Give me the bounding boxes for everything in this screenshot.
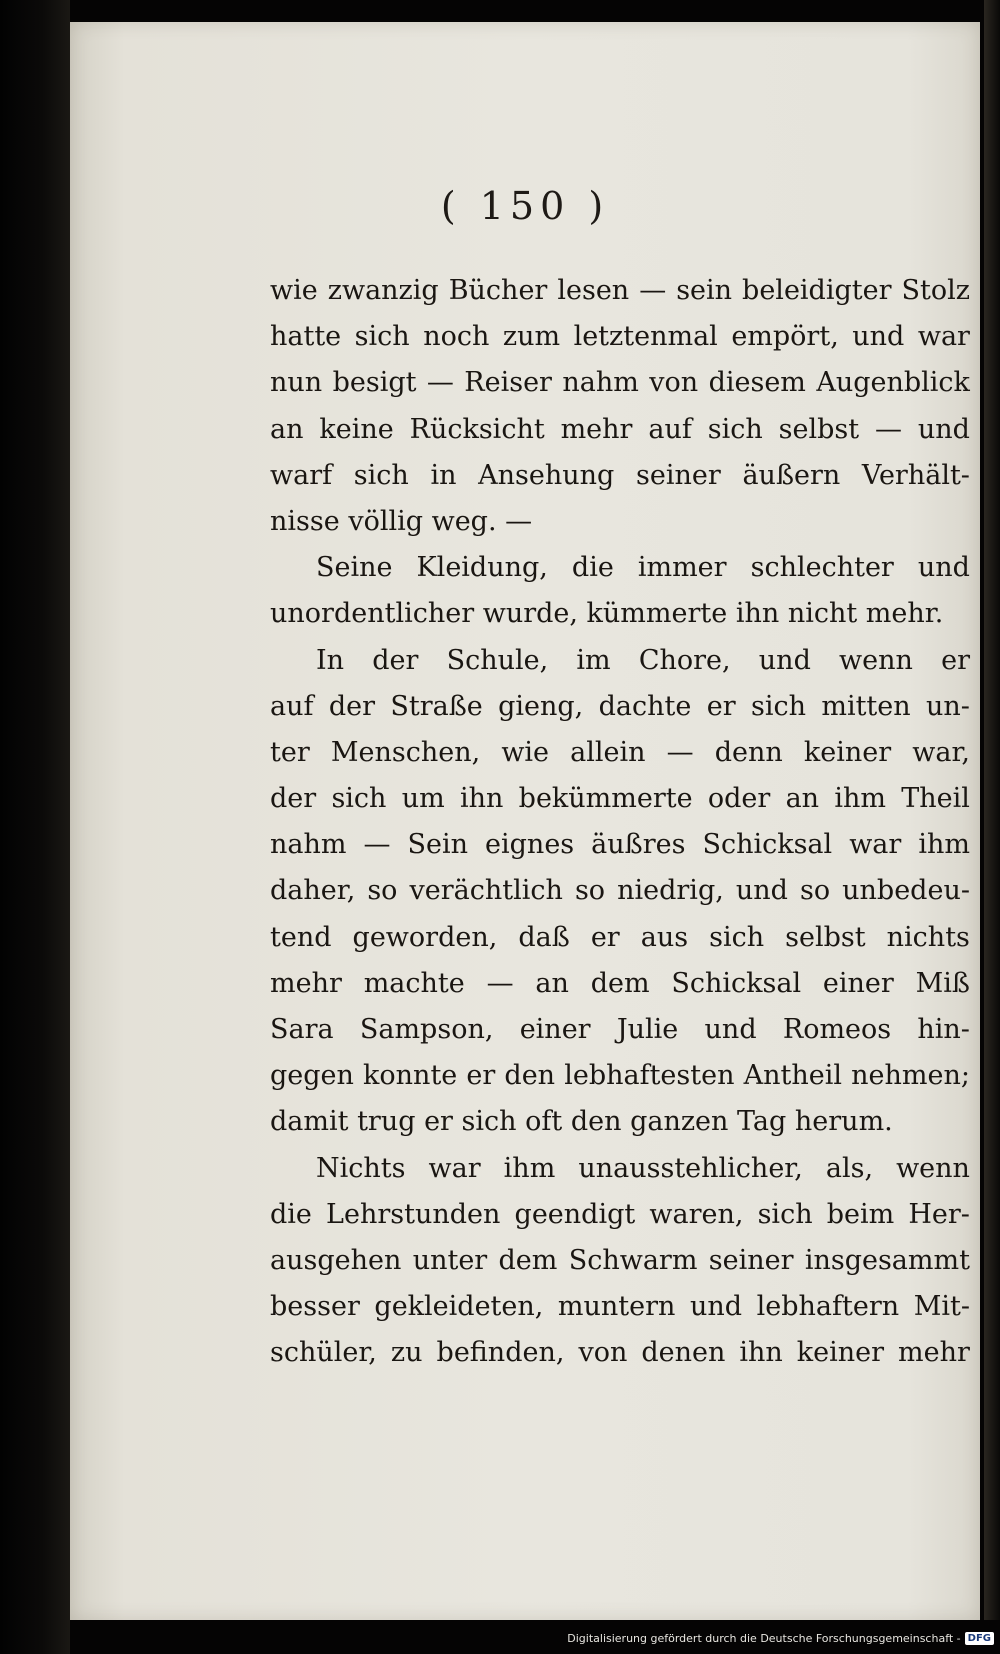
word: dem [498,1244,558,1276]
word: an [785,783,820,815]
word: und [852,321,905,353]
text-line [270,684,970,730]
word: und [917,552,970,584]
word: sich [757,1198,813,1230]
word: geworden, [352,921,498,953]
word: Chore, [638,644,731,676]
word: einer [822,967,894,999]
word: warf [270,459,333,491]
page-text [270,268,970,1377]
word: nisse [270,505,349,537]
word: hin- [917,1014,970,1045]
word: war [849,829,902,861]
word: letztenmal [573,321,718,353]
word: sich [707,413,763,445]
word: — [505,505,533,537]
word: und [758,644,811,676]
word: er [424,1106,462,1138]
word: ihm [918,829,970,861]
text-line [270,499,970,545]
word: ihn [739,1337,783,1369]
word: gegen [270,1060,354,1092]
word: Romeos [782,1014,892,1045]
word: Schicksal [702,829,833,861]
word: mehr [560,413,633,445]
word: ihm [834,783,886,815]
word: insgesammt [804,1244,970,1276]
word: geendigt [514,1198,636,1230]
word: unter [412,1244,488,1276]
word: äußern [742,459,841,491]
word: Mit- [913,1291,970,1323]
word: Schwarm [568,1244,698,1276]
book-page [70,22,980,1620]
word: in [430,459,457,491]
word: oft [525,1106,571,1138]
word: Her- [908,1198,970,1230]
word: und [690,1291,743,1323]
word: nicht [787,598,866,630]
word: zwanzig [327,275,439,306]
word: niedrig, [617,875,724,907]
word: wie [501,736,550,768]
word: Sampson, [359,1014,494,1045]
word: ter [270,736,310,768]
text-line [270,1238,970,1284]
word: immer [637,552,727,584]
word: denen [641,1337,726,1369]
word: herum. [794,1106,893,1138]
word: den [570,1106,631,1138]
word: Nichts [316,1152,406,1184]
word: der [270,783,317,815]
word: Schule, [446,644,549,676]
text-line [270,638,970,684]
text-line [270,1099,970,1145]
word: verächtlich [409,875,563,907]
text-line [270,360,970,406]
word: wurde, [482,598,587,630]
word: lesen [557,275,630,306]
word: war [917,321,970,353]
word: empört, [731,321,839,353]
word: wenn [896,1152,970,1184]
word: so [367,875,398,907]
word: von [649,367,699,399]
word: dem [590,967,650,999]
digitization-credit [567,1626,994,1650]
word: besser [270,1291,360,1323]
word: nichts [886,921,970,953]
word: un- [926,690,970,722]
page-number: ( 150 ) [440,184,610,228]
word: Stolz [901,275,970,306]
word: gekleideten, [374,1291,544,1323]
word: an [270,413,304,445]
word: nahm [562,367,639,399]
word: damit [270,1106,358,1138]
word: — [363,829,391,861]
text-line [270,268,970,314]
word: ausgehen [270,1244,402,1276]
word: Straße [390,690,483,722]
word: ihm [503,1152,556,1184]
book-binding-right [984,0,1000,1620]
word: ihn [735,598,788,630]
word: unbedeu- [842,875,970,907]
text-line [270,591,970,637]
word: im [576,644,611,676]
word: mehr. [865,598,944,630]
word: bekümmerte [518,783,693,815]
word: sich [709,921,765,953]
word: Theil [901,783,970,815]
word: Bücher [448,275,548,306]
text-line [270,1053,970,1099]
word: den [504,1060,556,1092]
word: lebhaftesten [564,1060,735,1092]
text-line [270,314,970,360]
word: seiner [708,1244,794,1276]
word: waren, [649,1198,744,1230]
word: zum [502,321,561,353]
text-line [270,776,970,822]
text-line [270,868,970,914]
word: dachte [598,690,692,722]
word: daß [518,921,570,953]
word: äußres [591,829,686,861]
word: Kleidung, [416,552,548,584]
word: mehr [898,1337,970,1369]
word: Rücksicht [409,413,545,445]
word: von [578,1337,628,1369]
text-line [270,1284,970,1330]
word: sich [353,459,409,491]
word: — [639,275,667,306]
word: besigt [332,367,417,399]
word: weg. [431,505,506,537]
word: und [917,413,970,445]
word: allein [570,736,646,768]
word: der [328,690,376,722]
word: auf [270,690,314,722]
word: schüler, [270,1337,377,1369]
word: Sein [407,829,469,861]
word: Lehrstunden [326,1198,501,1230]
word: Menschen, [330,736,481,768]
word: an [535,967,569,999]
word: ihn [459,783,504,815]
word: sich [331,783,387,815]
word: machte [363,967,465,999]
word: und [735,875,788,907]
text-line [270,1192,970,1238]
word: konnte [363,1060,458,1092]
text-line [270,961,970,1007]
word: auf [648,413,692,445]
book-binding-left [0,0,70,1654]
text-line [270,822,970,868]
word: beleidigter [742,275,892,306]
word: Antheil [743,1060,842,1092]
word: beim [826,1198,895,1230]
word: um [401,783,445,815]
word: wie [270,275,318,306]
word: die [571,552,614,584]
text-line [270,1007,970,1053]
word: Seine [316,552,393,584]
word: Sara [270,1014,334,1045]
text-line [270,1330,970,1376]
word: — [486,967,514,999]
word: — [666,736,694,768]
word: Schicksal [671,967,802,999]
word: Miß [915,967,970,999]
word: er [466,1060,496,1092]
word: war, [912,736,970,768]
word: — [875,413,902,445]
word: keiner [796,1337,885,1369]
word: wenn [839,644,913,676]
word: einer [519,1014,591,1045]
word: denn [714,736,783,768]
word: Reiser [464,367,552,399]
word: mitten [821,690,911,722]
word: so [574,875,606,907]
word: schlechter [750,552,894,584]
word: In [316,644,345,676]
text-line [270,1146,970,1192]
text-line [270,407,970,453]
word: war [428,1152,481,1184]
word: so [799,875,831,907]
word: daher, [270,875,356,907]
word: noch [423,321,490,353]
word: ganzen [630,1106,738,1138]
word: eignes [485,829,575,861]
word: nun [270,367,323,399]
word: selbst [778,413,860,445]
word: oder [707,783,771,815]
word: Augenblick [816,367,970,399]
word: nehmen; [851,1060,970,1092]
word: selbst [785,921,866,953]
credit-text: Digitalisierung gefördert durch die Deutsche Forschungsgemeinschaft - [567,1631,961,1645]
word: sich [354,321,410,353]
word: tend [270,921,332,953]
word: die [270,1198,312,1230]
word: der [372,644,419,676]
word: — [426,367,454,399]
word: unausstehlicher, [578,1152,803,1184]
word: nahm [270,829,347,861]
word: lebhaftern [756,1291,900,1323]
word: muntern [557,1291,676,1323]
word: hatte [270,321,342,353]
word: trug [357,1106,425,1138]
word: er [941,644,970,676]
word: er [706,690,736,722]
word: und [704,1014,757,1045]
word: zu [390,1337,423,1369]
word: völlig [348,505,432,537]
word: er [590,921,620,953]
word: keiner [803,736,892,768]
word: Ansehung [478,459,615,491]
word: sein [676,275,733,306]
word: sich [750,690,806,722]
text-line [270,453,970,499]
word: keine [319,413,394,445]
word: diesem [708,367,806,399]
text-line [270,545,970,591]
word: seiner [636,459,721,491]
word: als, [825,1152,874,1184]
text-line [270,915,970,961]
word: sich [461,1106,526,1138]
word: gieng, [498,690,584,722]
word: kümmerte [586,598,736,630]
text-line [270,730,970,776]
word: aus [640,921,689,953]
word: befinden, [436,1337,565,1369]
word: Verhält- [861,459,970,491]
word: Tag [737,1106,795,1138]
dfg-logo: DFG [965,1632,994,1645]
word: Julie [616,1014,679,1045]
word: mehr [270,967,342,999]
word: unordentlicher [270,598,483,630]
